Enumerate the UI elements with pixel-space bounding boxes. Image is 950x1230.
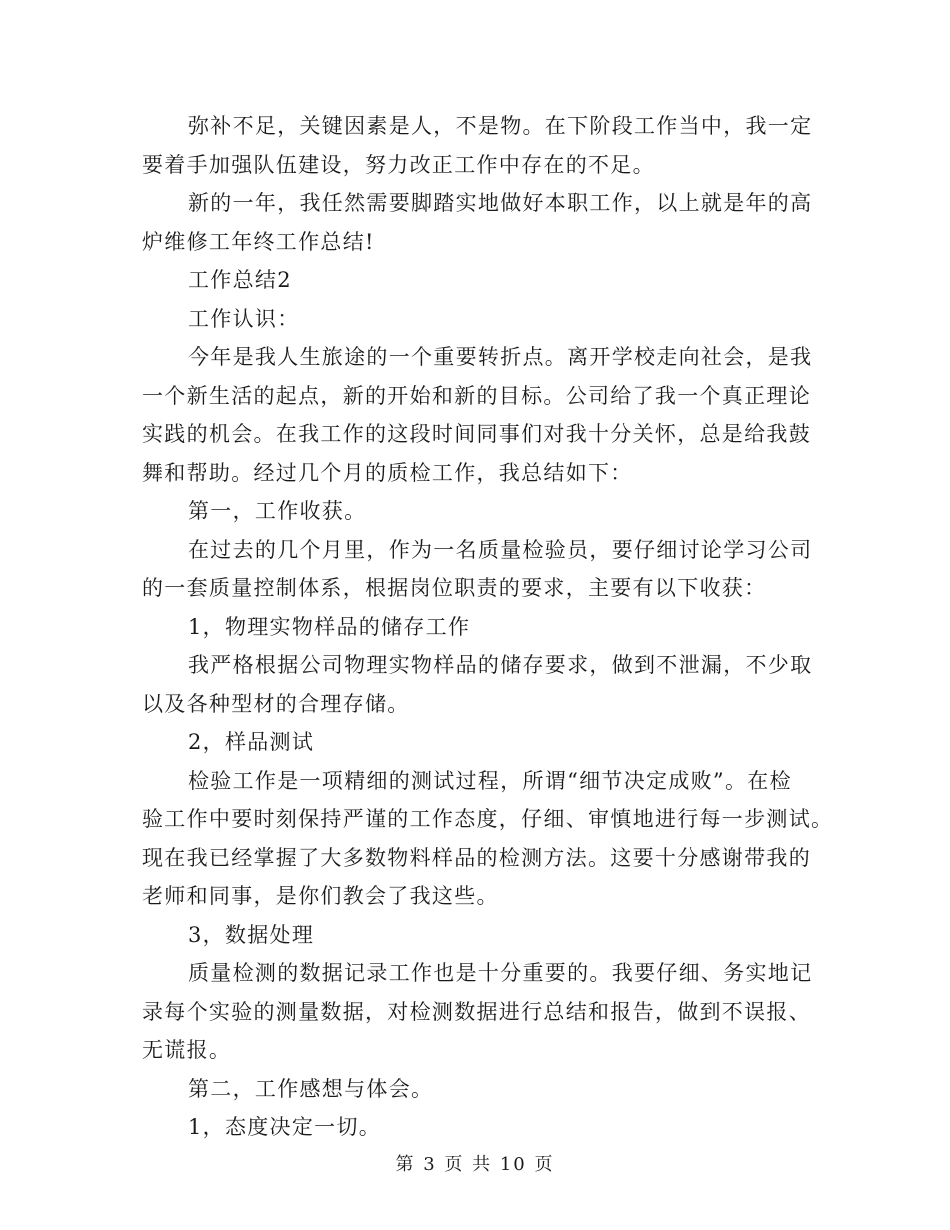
subsection-heading: 第二，工作感想与体会。 [188,1076,434,1101]
list-item-heading: 1，态度决定一切。 [188,1115,382,1139]
paragraph-line: 验工作中要时刻保持严谨的工作态度，仔细、审慎地进行每一步测试。 [142,807,834,831]
paragraph-line: 实践的机会。在我工作的这段时间同事们对我十分关怀，总是给我鼓 [142,422,811,446]
list-item-heading: 3，数据处理 [188,922,315,947]
list-item-heading: 2，样品测试 [188,730,315,754]
paragraph-line: 无谎报。 [142,1038,232,1062]
page-number-footer: 第 3 页 共 10 页 [395,1154,555,1175]
paragraph-line: 以及各种型材的合理存储。 [142,691,410,716]
paragraph-line: 弥补不足，关键因素是人，不是物。在下阶段工作当中，我一定 [188,114,813,138]
paragraph-line: 我严格根据公司物理实物样品的储存要求，做到不泄漏，不少取 [188,653,813,677]
paragraph-line: 录每个实验的测量数据，对检测数据进行总结和报告，做到不误报、 [142,999,811,1024]
paragraph-line: 新的一年，我任然需要脚踏实地做好本职工作，以上就是年的高 [188,191,813,215]
subsection-heading: 工作认识： [188,306,300,331]
paragraph-line: 在过去的几个月里，作为一名质量检验员，要仔细讨论学习公司 [188,537,813,562]
paragraph-line: 的一套质量控制体系，根据岗位职责的要求，主要有以下收获： [142,576,767,600]
list-item-heading: 1，物理实物样品的储存工作 [188,614,471,639]
paragraph-line: 一个新生活的起点，新的开始和新的目标。公司给了我一个真正理论 [142,383,811,408]
section-heading: 工作总结2 [188,268,292,292]
paragraph-line: 质量检测的数据记录工作也是十分重要的。我要仔细、务实地记 [188,961,813,985]
paragraph-line: 老师和同事，是你们教会了我这些。 [142,884,499,908]
document-body [142,107,834,1147]
paragraph-line: 今年是我人生旅途的一个重要转折点。离开学校走向社会，是我 [188,345,813,369]
paragraph-line: 检验工作是一项精细的测试过程，所谓“细节决定成败”。在检 [188,768,792,793]
paragraph-line: 要着手加强队伍建设，努力改正工作中存在的不足。 [142,152,655,177]
subsection-heading: 第一，工作收获。 [188,499,367,523]
paragraph-line: 舞和帮助。经过几个月的质检工作，我总结如下： [142,460,633,485]
paragraph-line: 炉维修工年终工作总结! [142,229,375,254]
paragraph-line: 现在我已经掌握了大多数物料样品的检测方法。这要十分感谢带我的 [142,845,811,870]
